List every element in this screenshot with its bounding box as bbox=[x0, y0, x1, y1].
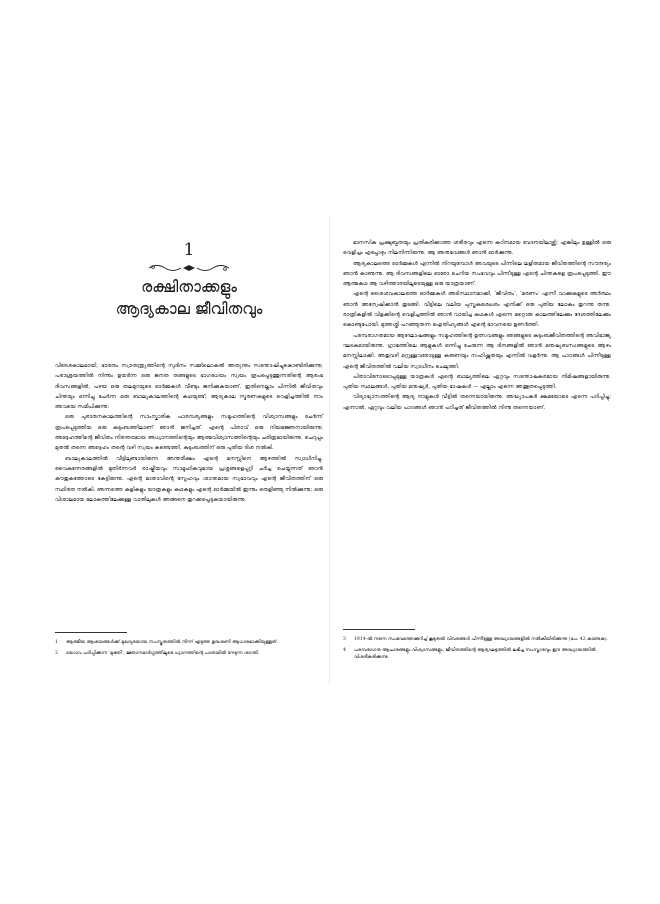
paragraph: പിതാവിനോടൊപ്പമുള്ള യാത്രകൾ എന്റെ ബാല്യത്തിലെ ഏറ്റവും സന്തോഷകരമായ നിമിഷങ്ങളായിരുന്നു. പുതിയ സ്ഥലങ്ങൾ, പുതിയ മനുഷ്യർ, പുതിയ ഭാഷകൾ — എല്ലാം എന്നെ അത്ഭുതപ്പെടുത്തി. bbox=[343, 373, 611, 391]
left-body-text bbox=[55, 361, 323, 505]
footnote bbox=[343, 636, 611, 644]
footnote-rule bbox=[55, 632, 127, 633]
right-body-text bbox=[343, 238, 611, 413]
chapter-number: 1 bbox=[183, 240, 195, 260]
right-page bbox=[343, 238, 611, 413]
footnote-number: 1 bbox=[55, 640, 58, 645]
footnote-text: 1914-ൽ നടന്ന സംഭവത്തെക്കുറിച്ച് കൂടുതൽ വിവരങ്ങൾ പിന്നീടുള്ള അദ്ധ്യായങ്ങളിൽ നൽകിയിരിക്കുന്നു (പേ. 42 കാണുക). bbox=[354, 637, 608, 642]
paragraph: ബാല്യകാലത്തിൽ വീട്ടിലുണ്ടായിരുന്ന അന്തരീക്ഷം എന്റെ മനസ്സിനെ ആഴത്തിൽ സ്വാധീനിച്ചു. വൈകുന്നേരങ്ങളിൽ മുതിർന്നവർ രാഷ്ട്രീയവും സാമൂഹികവുമായ പ്രശ്നങ്ങളെപ്പറ്റി ചർച്ച ചെയ്യുന്നത് ഞാൻ കൗതുകത്തോടെ കേട്ടിരുന്നു. എന്റെ മാതാവിന്റെ സ്നേഹവും ശാന്തമായ സ്വഭാവവും എന്റെ ജീവിതത്തിന് ഒരു സ്ഥിരത നൽകി. അന്നത്തെ കളികളും യാത്രകളും കഥകളും എന്റെ ഓർമ്മയിൽ ഇന്നും തെളിഞ്ഞു നിൽക്കുന്നു; ഒരു വിശാലമായ ലോകത്തിലേക്കുള്ള വാതിലുകൾ അങ്ങനെ തുറക്കപ്പെടുകയായിരുന്നു. bbox=[55, 455, 323, 503]
paragraph: ആദ്യകാലത്തെ ഓർമ്മകൾ എന്നിൽ നിറയുമ്പോൾ അവയുടെ പിന്നിലെ ലളിതമായ ജീവിതത്തിന്റെ സൗന്ദര്യം ഞാൻ കാണുന്നു. ആ ദിവസങ്ങളിലെ ഓരോ ചെറിയ സംഭവവും പിന്നീടുള്ള എന്റെ ചിന്തകളെ രൂപപ്പെടുത്തി. ഈ ആത്മകഥ ആ വഴിത്താരയിലൂടെയുള്ള ഒരു യാത്രയാണ്. bbox=[343, 260, 611, 288]
chapter-title-line-2: ആദ്യകാല ജീവിതവും bbox=[115, 300, 263, 318]
footnote-number: 4 bbox=[343, 647, 346, 653]
paragraph: മാനസിക പ്രക്ഷുബ്ധതയും പ്രതികരിക്കാത്ത ശരീരവും എന്നെ കഠിനമായ വേദനയിലാഴ്ത്തി; എങ്കിലും ഉള്ളിൽ ഒരു വെളിച്ചം എപ്പോഴും നിലനിന്നിരുന്നു. ആ അനുഭവങ്ങൾ ഞാൻ ഓർക്കുന്നു. bbox=[343, 240, 611, 257]
footnote-number: 3 bbox=[343, 637, 346, 642]
chapter-title-line-1: രക്ഷിതാക്കളും bbox=[141, 278, 237, 296]
left-footnotes bbox=[55, 632, 323, 660]
paragraph: ഒരു പുരാതനകാലത്തിന്റെ സാംസ്കാരിക പാരമ്പര്യങ്ങളും സമൂഹത്തിന്റെ വിശ്വാസങ്ങളും ചേർന്ന് രൂപപ്പെടുത്തിയ ഒരു കുടുംബത്തിലാണ് ഞാൻ ജനിച്ചത്. എന്റെ പിതാവ് ഒരു നിയമജ്ഞനായിരുന്നു; അദ്ദേഹത്തിന്റെ ജീവിതം നിരന്തരമായ അധ്വാനത്തിന്റെയും ആത്മവിശ്വാസത്തിന്റെയും ചരിത്രമായിരുന്നു. ചെറുപ്പം മുതൽ തന്നെ അദ്ദേഹം തന്റെ വഴി സ്വയം കണ്ടെത്തി, കുടുംബത്തിന് ഒരു പുതിയ ദിശ നൽകി. bbox=[55, 414, 323, 452]
footnote bbox=[343, 647, 611, 662]
footnote-text: യോഗം പഠിപ്പിക്കുന്ന ‘മുക്തി’, ജ്ഞാനമാർഗ്ഗത്തിലൂടെ ധ്യാനത്തിന്റെ പാതയിൽ നേടുന്ന ശാന്തി. bbox=[66, 650, 260, 656]
footnote bbox=[55, 650, 323, 658]
paragraph: പരമ്പരാഗതമായ ആഘോഷങ്ങളും സമൂഹത്തിന്റെ ഉത്സവങ്ങളും ഞങ്ങളുടെ കുടുംബജീവിതത്തിന്റെ അവിഭാജ്യ ഘടകമായിരുന്നു. ഗ്രാമത്തിലെ ആളുകൾ ഒന്നിച്ചു ചേരുന്ന ആ ദിനങ്ങളിൽ ഞാൻ മനുഷ്യബന്ധങ്ങളുടെ ആഴം മനസ്സിലാക്കി. അതുവഴി മറ്റുള്ളവരോടുള്ള കരുണയും സഹിഷ്ണുതയും എന്നിൽ വളർന്നു. ആ പാഠങ്ങൾ പിന്നീടുള്ള എന്റെ ജീവിതത്തിൽ വലിയ സ്വാധീനം ചെലുത്തി. bbox=[343, 332, 611, 370]
paragraph: എന്റെ ശൈശവകാലത്തെ ഓർമ്മകൾ അടിസ്ഥാനമാക്കി, ‘ജീവിതം’, ‘മരണം’ എന്നീ വാക്കുകളുടെ അർത്ഥം ഞാൻ അന്വേഷിക്കാൻ തുടങ്ങി. വീട്ടിലെ വലിയ പുസ്തകശേഖരം എനിക്ക് ഒരു പുതിയ ലോകം തുറന്നു തന്നു. രാത്രികളിൽ വിളക്കിന്റെ വെളിച്ചത്തിൽ ഞാൻ വായിച്ച കഥകൾ എന്നെ മറ്റൊരു കാലത്തിലേക്കും ദേശത്തിലേക്കും കൊണ്ടുപോയി. മുത്തശ്ശി പറഞ്ഞുതന്ന ഐതിഹ്യങ്ങൾ എന്റെ ഭാവനയെ ഉണർത്തി. bbox=[343, 291, 611, 329]
footnote-text: ആത്മീയ ആശയങ്ങൾക്ക് മുഖവുരയായ സംസ്കൃതത്തിൽ നിന്ന് എടുത്ത ഉദ്ധരണി ആധാരമാക്കിയുള്ളത്. bbox=[66, 640, 279, 645]
footnote-rule bbox=[343, 629, 415, 630]
paragraph: വിദേശകാലമായി, ഭാരതം സ്വാതന്ത്ര്യത്തിന്റെ സുദിനം സമ്മിലൊകൽ അത്യന്തം സന്തോഷിച്ചുകൊണ്ടിരിക്കുന്നു; പരാശ്രയത്തിൽ നിന്നും ഉയർന്ന ഒരു ജനത തങ്ങളുടെ ഭാഗധേയം സ്വയം രൂപപ്പെടുത്തുന്നതിന്റെ ആരംഭ ദിവസങ്ങളിൽ, പഴയ ഒരു തലമുറയുടെ ഓർമ്മകൾ വീണ്ടും ജനിക്കുകയാണ്. ഇതിനെല്ലാം പിന്നിൽ ജീവിതവും ചിന്തയും ഒന്നിച്ചു ചേർന്ന ഒരു ബാല്യകാലത്തിന്റെ കഥയുണ്ട്; ആദ്യകാല സ്മരണകളുടെ വെളിച്ചത്തിൽ നാം അവയെ സമീപിക്കുന്നു. bbox=[55, 363, 323, 411]
footnote bbox=[55, 639, 323, 647]
left-page bbox=[55, 230, 323, 505]
chapter-title bbox=[55, 276, 323, 320]
footnote-number: 2 bbox=[55, 650, 58, 656]
page-gutter bbox=[329, 215, 330, 685]
right-footnotes bbox=[343, 629, 611, 665]
footnote-text: പരമ്പരാഗത ആചാരങ്ങളും വിശ്വാസങ്ങളും, ജീവിതത്തിന്റെ ആദ്യഘട്ടത്തിൽ ലഭിച്ച സംസ്കാരവും ഈ അദ്ധ്യായത്തിൽ വിശദീകരിക്കുന്നു. bbox=[354, 647, 596, 661]
paragraph: വിദ്യാഭ്യാസത്തിന്റെ ആദ്യ നാളുകൾ വീട്ടിൽ തന്നെയായിരുന്നു. അദ്ധ്യാപകർ ക്ഷമയോടെ എന്നെ പഠിപ്പിച്ചു; എന്നാൽ, ഏറ്റവും വലിയ പാഠങ്ങൾ ഞാൻ പഠിച്ചത് ജീവിതത്തിൽ നിന്നു തന്നെയാണ്. bbox=[343, 394, 611, 411]
ornament-flourish-icon bbox=[147, 262, 231, 274]
